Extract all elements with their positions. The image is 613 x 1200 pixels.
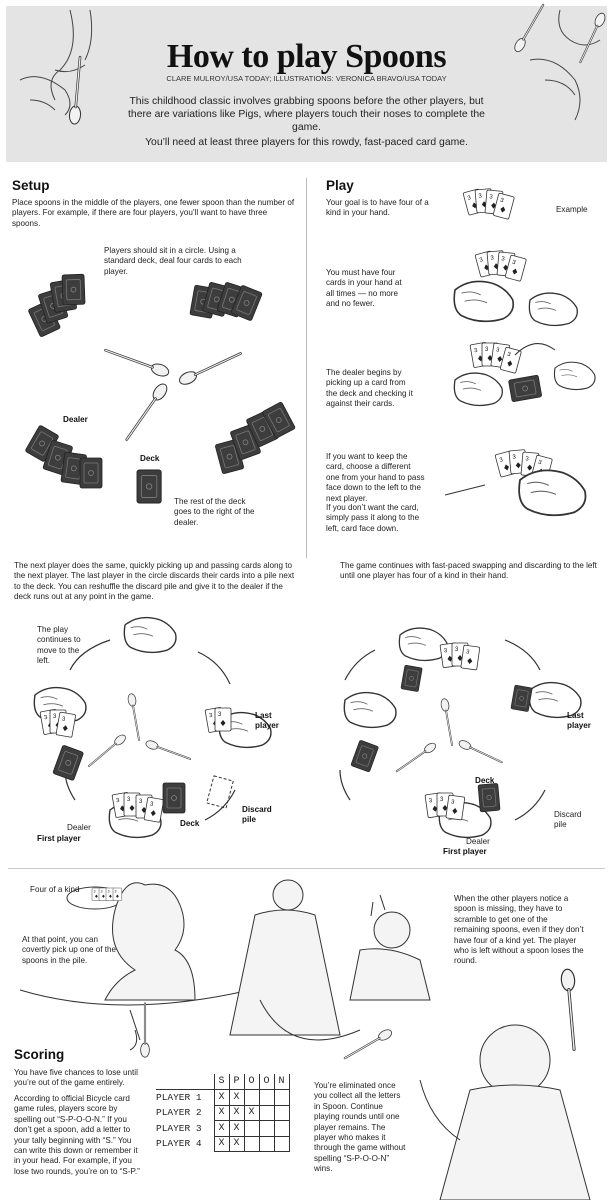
- tally-mark: [244, 1136, 259, 1152]
- player-name: PLAYER 3: [156, 1121, 214, 1137]
- tally-mark: X: [229, 1136, 244, 1152]
- next-player-text: The next player does the same, quickly picking up and passing cards along to the next player. The last player in the circle discards their cards into a pile next to the deck. You can reshuffle the discard pile and give it to the dealer if the deck runs out at any point in the game.: [14, 561, 295, 602]
- tally-letter: S: [214, 1074, 229, 1090]
- tally-mark: X: [229, 1105, 244, 1121]
- illustrations: 3: [0, 0, 613, 1200]
- example-label: Example: [556, 205, 588, 214]
- scoring-text-3: You’re eliminated once you collect all the letters in Spoon. Continue playing rounds until one player remains. The player who makes it through the game without spelling “S-P-O-O-N” wins.: [314, 1081, 406, 1174]
- deck-note: The rest of the deck goes to the right of the dealer.: [174, 497, 255, 527]
- player-name: PLAYER 2: [156, 1105, 214, 1121]
- scoring-text-2: According to official Bicycle card game rules, players score by spelling out “S-P-O-O-N.” If you don’t get a spoon, add a letter to your tally beginning with “S.” You can write this down or remember it in your head. For example, if you lose two rounds, you’re on to “S-P.”: [14, 1094, 140, 1176]
- last-player-label-left: Last player: [255, 711, 279, 730]
- tally-mark: [244, 1090, 259, 1106]
- discard-label-left: Discard pile: [242, 805, 272, 824]
- pick-spoon-text: At that point, you can covertly pick up one of the spoons in the pile.: [22, 935, 117, 965]
- deck-label-right: Deck: [475, 776, 495, 785]
- dealer-label: Dealer: [63, 415, 88, 424]
- tally-mark: X: [229, 1121, 244, 1137]
- tally-mark: [259, 1136, 274, 1152]
- tally-letter: O: [244, 1074, 259, 1090]
- tally-mark: [274, 1090, 289, 1106]
- tally-mark: [274, 1105, 289, 1121]
- tally-mark: [259, 1090, 274, 1106]
- tally-mark: X: [244, 1105, 259, 1121]
- discard-label-right: Discard pile: [554, 810, 582, 830]
- page-title: How to play Spoons: [166, 38, 447, 75]
- tally-mark: X: [214, 1090, 229, 1106]
- column-divider: [306, 178, 307, 558]
- tally-mark: [259, 1105, 274, 1121]
- tally-letter: N: [274, 1074, 289, 1090]
- tally-mark: [274, 1121, 289, 1137]
- four-of-a-kind-label: Four of a kind: [30, 885, 80, 894]
- first-player-label-left: First player: [37, 834, 81, 843]
- dealer-label-left: Dealer: [67, 823, 91, 832]
- scoring-text-1: You have five chances to lose until you’re out of the game entirely.: [14, 1068, 138, 1088]
- game-continues-text: The game continues with fast-paced swapping and discarding to the left until one player has four of a kind in their hand.: [340, 561, 597, 581]
- intro-text: This childhood classic involves grabbing spoons before the other players, but there are variations like Pigs, where players touch their noses to complete the game.: [128, 96, 485, 133]
- four-cards-text: You must have four cards in your hand at all times — no more and no fewer.: [326, 268, 402, 309]
- setup-title: Setup: [12, 178, 50, 193]
- table-row: [156, 1121, 289, 1137]
- setup-text: Place spoons in the middle of the players, one fewer spoon than the number of players. For example, if there are four players, you’ll want to have three spoons.: [12, 198, 295, 228]
- last-player-label-right: Last player: [567, 711, 591, 730]
- scoring-title: Scoring: [14, 1047, 65, 1062]
- player-name: PLAYER 4: [156, 1136, 214, 1152]
- tally-mark: [274, 1136, 289, 1152]
- score-tally-table: [156, 1074, 290, 1152]
- play-title: Play: [326, 178, 354, 193]
- table-row: [156, 1136, 289, 1152]
- dealer-label-right: Dealer: [466, 837, 490, 846]
- pass-card-text: If you don’t want the card, simply pass it along to the left, card face down.: [326, 503, 420, 533]
- tally-mark: X: [229, 1090, 244, 1106]
- dealer-begins-text: The dealer begins by picking up a card from the deck and checking it against their cards.: [326, 368, 413, 409]
- tally-header-row: [156, 1074, 289, 1090]
- credit-line: CLARE MULROY/USA TODAY; ILLUSTRATIONS: VERONICA BRAVO/USA TODAY: [166, 74, 447, 83]
- tally-mark: X: [214, 1121, 229, 1137]
- tally-letter: P: [229, 1074, 244, 1090]
- play-continues-note: The play continues to move to the left.: [37, 625, 81, 666]
- table-row: [156, 1105, 289, 1121]
- tally-mark: [244, 1121, 259, 1137]
- play-goal: Your goal is to have four of a kind in your hand.: [326, 198, 429, 218]
- intro-text-players: You’ll need at least three players for this rowdy, fast-paced card game.: [145, 137, 468, 148]
- tally-mark: [259, 1121, 274, 1137]
- deck-label-left: Deck: [180, 819, 200, 828]
- first-player-label-right: First player: [443, 847, 487, 856]
- keep-card-text: If you want to keep the card, choose a different one from your hand to pass face down to the left to the next player.: [326, 452, 425, 503]
- tally-mark: X: [214, 1105, 229, 1121]
- table-row: [156, 1090, 289, 1106]
- tally-letter: O: [259, 1074, 274, 1090]
- setup-circle-note: Players should sit in a circle. Using a standard deck, deal four cards to each player.: [104, 246, 242, 276]
- deck-label: Deck: [140, 454, 160, 463]
- tally-mark: X: [214, 1136, 229, 1152]
- divider-bottom: [8, 868, 605, 869]
- player-name: PLAYER 1: [156, 1090, 214, 1106]
- scramble-text: When the other players notice a spoon is missing, they have to scramble to get one of the remaining spoons, even if they don’t have four of a kind yet. The player who is left without a spoon loses the round.: [454, 894, 584, 966]
